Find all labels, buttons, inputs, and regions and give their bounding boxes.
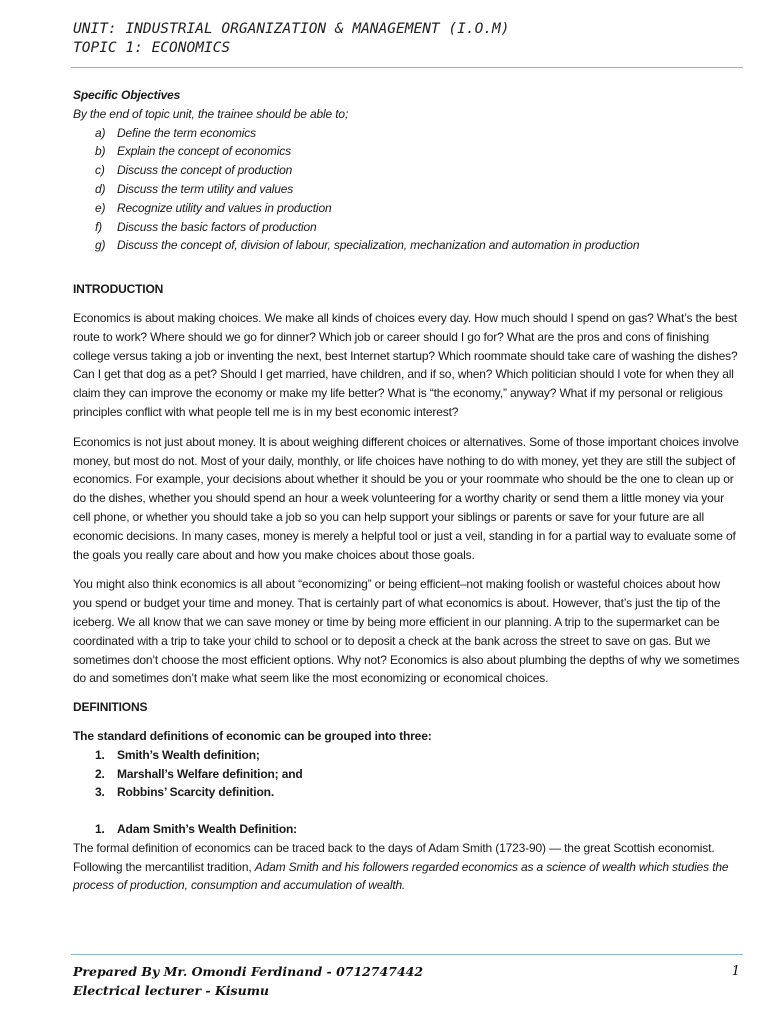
objective-item <box>73 180 741 199</box>
objective-text: Define the term economics <box>117 125 256 140</box>
header-divider <box>71 67 743 68</box>
definition-item <box>73 765 741 784</box>
list-marker: f) <box>95 219 103 234</box>
objectives-intro: By the end of topic unit, the trainee should be able to; <box>73 106 349 121</box>
footer-divider <box>71 954 743 955</box>
introduction-paragraph: You might also think economics is all about “economizing” or being efficient–not making foolish or wasteful choices about how you spend or budget your time and money. That is certainly part of what economics is about. However, that’s just the tip of the iceberg. We all know that we can save money or time by being more efficient in our planning. A trip to the supermarket can be coordinated with a trip to take your child to school or to deposit a check at the bank across the street to save on gas. But we sometimes don’t choose the most efficient options. Why not? Economics is also about plumbing the depths of why we sometimes do and sometimes don’t make what seem like the most economizing or economical choices. <box>73 577 740 686</box>
definition-text: Marshall’s Welfare definition; and <box>117 766 303 781</box>
definition-item <box>73 746 741 765</box>
smith-text-italic: Adam Smith and his followers regarded economics as a science of wealth which studies the process of production, consumption and accumulation of wealth. <box>73 859 729 893</box>
objective-text: Recognize utility and values in production <box>117 200 332 215</box>
objective-text: Discuss the concept of, division of labour, specialization, mechanization and automation in production <box>117 238 640 253</box>
document-body <box>73 86 741 895</box>
introduction-heading: INTRODUCTION <box>73 282 164 297</box>
definition-item <box>73 783 741 802</box>
page-number: 1 <box>731 964 740 979</box>
introduction-paragraph: Economics is not just about money. It is about weighing different choices or alternatives. Some of those important choices involve money, but most do not. Most of your daily, monthly, or life choices have nothing to do with money, yet they are still the subject of economics. For example, your decisions about whether it should be you or your roommate who should be the one to clean up or do the dishes, whether you should spend an hour a week volunteering for a worthy charity or send them a little money via your cell phone, or whether you should take a job so you can help support your siblings or parents or save for your future are all economic decisions. In many cases, money is merely a helpful tool or just a veil, standing in for a partial way to evaluate some of the goals you really care about and how you make choices about those goals. <box>73 434 739 562</box>
footer-author: Prepared By Mr. Omondi Ferdinand - 0712747442 <box>73 964 424 979</box>
objective-item <box>73 236 741 255</box>
smith-definition-heading <box>73 820 741 839</box>
objectives-heading: Specific Objectives <box>73 88 181 102</box>
smith-definition-paragraph <box>73 839 741 895</box>
list-marker: e) <box>95 200 106 215</box>
objectives-list <box>73 124 741 256</box>
introduction-paragraph: Economics is about making choices. We make all kinds of choices every day. How much should I spend on gas? What’s the best route to work? Where should we go for dinner? Which job or career should I go for? What are the pros and cons of finishing college versus taking a job or inventing the next, best Internet startup? Which roommate should take care of washing the dishes? Can I get that dog as a pet? Should I get married, have children, and if so, when? Which politician should I vote for when they all claim they can improve the economy or make my life better? What is “the economy,” anyway? What if my personal or religious principles conflict with what people tell me is in my best economic interest? <box>73 310 738 419</box>
objective-text: Discuss the basic factors of production <box>117 219 317 234</box>
definitions-lead: The standard definitions of economic can be grouped into three: <box>73 728 432 743</box>
list-marker: 2. <box>95 766 105 781</box>
definitions-list <box>73 746 741 802</box>
list-marker: c) <box>95 163 105 178</box>
list-marker: 3. <box>95 785 105 800</box>
definitions-heading: DEFINITIONS <box>73 700 148 715</box>
header-topic-title: TOPIC 1: ECONOMICS <box>73 40 231 56</box>
header-unit-title: UNIT: INDUSTRIAL ORGANIZATION & MANAGEMENT (I.O.M) <box>73 21 510 37</box>
list-marker: g) <box>95 238 106 253</box>
objective-item <box>73 199 741 218</box>
objective-text: Discuss the concept of production <box>117 163 293 178</box>
page-footer <box>73 962 423 1000</box>
list-marker: 1. <box>95 747 105 762</box>
smith-heading-text: Adam Smith’s Wealth Definition: <box>117 822 298 837</box>
footer-role: Electrical lecturer - Kisumu <box>73 983 270 998</box>
objective-item <box>73 142 741 161</box>
list-marker: a) <box>95 125 106 140</box>
list-marker: b) <box>95 144 106 159</box>
list-marker: d) <box>95 181 106 196</box>
list-marker: 1. <box>95 822 105 837</box>
objective-text: Discuss the term utility and values <box>117 181 294 196</box>
definition-text: Robbins’ Scarcity definition. <box>117 785 275 800</box>
smith-text-plain: The formal definition of economics can be traced back to the days of Adam Smith (1723-90) — the great Scottish economist. Following the mercantilist tradition, <box>73 840 715 874</box>
objective-item <box>73 124 741 143</box>
page-header <box>73 20 510 58</box>
objective-text: Explain the concept of economics <box>117 144 291 159</box>
objective-item <box>73 218 741 237</box>
definition-text: Smith’s Wealth definition; <box>117 747 260 762</box>
objective-item <box>73 161 741 180</box>
